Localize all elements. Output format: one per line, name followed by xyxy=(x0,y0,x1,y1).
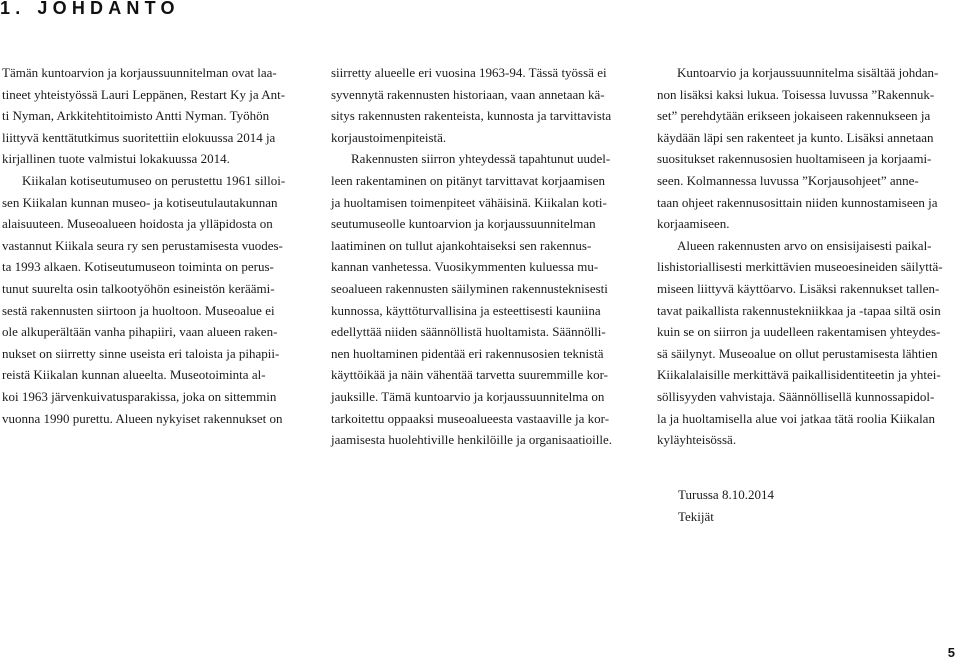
chapter-number: 1. xyxy=(0,0,26,18)
text-line: Alueen rakennusten arvo on ensisijaisesti paikal- xyxy=(677,237,932,253)
text-line: syvennytä rakennusten historiaan, vaan annetaan kä- xyxy=(331,86,605,102)
text-line: jauksille. Tämä kuntoarvio ja korjaussuunnitelma on xyxy=(331,388,605,404)
text-line: söllisyyden vahvistaja. Säännöllisellä kunnossapidol- xyxy=(657,388,935,404)
text-line: kirjallinen tuote valmistui lokakuussa 2014. xyxy=(2,151,230,167)
chapter-title: JOHDANTO xyxy=(37,0,180,18)
text-line: reistä Kiikalan kunnan alueelta. Museotoiminta al- xyxy=(2,367,266,383)
text-line: korjaustoimenpiteistä. xyxy=(331,129,447,145)
text-line: tavat paikallista rakennustekniikkaa ja -tapaa siltä osin xyxy=(657,302,941,318)
text-line: kuin se on siirron ja uudelleen rakentamisen yhteydes- xyxy=(657,324,941,340)
text-line: laatiminen on tullut ajankohtaiseksi sen rakennus- xyxy=(331,237,592,253)
text-line: vuonna 1990 purettu. Alueen nykyiset rakennukset on xyxy=(2,410,283,426)
text-column-3 xyxy=(657,62,957,451)
text-line: alaisuuteen. Museoalueen hoidosta ja ylläpidosta on xyxy=(2,216,273,232)
text-line: Kuntoarvio ja korjaussuunnitelma sisältää johdan- xyxy=(677,65,939,80)
text-line: kyläyhteisössä. xyxy=(657,432,737,448)
text-line: käydään läpi sen rakenteet ja kunto. Lisäksi annetaan xyxy=(657,129,934,145)
text-line: ja huoltamisen toimenpiteet vähäisinä. Kiikalan koti- xyxy=(331,194,607,210)
text-column-2 xyxy=(331,62,631,451)
text-line: tineet yhteistyössä Lauri Leppänen, Restart Ky ja Ant- xyxy=(2,86,286,102)
text-line: Kiikalalaisille merkittävä paikallisidentiteetin ja yhtei- xyxy=(657,367,941,383)
text-line: taan ohjeet rakennusosittain niiden kunnostamiseen ja xyxy=(657,194,938,210)
text-line: lishistoriallisesti merkittävien museoesineiden säilyttä- xyxy=(657,259,943,275)
text-line: sestä rakennusten siirtoon ja huoltoon. Museoalue ei xyxy=(2,302,275,318)
text-line: vastannut Kiikala seura ry sen perustamisesta vuodes- xyxy=(2,237,283,253)
signature-place-date: Turussa 8.10.2014 xyxy=(678,487,774,502)
text-line: miseen liittyvä käyttöarvo. Lisäksi rakennukset tallen- xyxy=(657,280,940,296)
text-line: non lisäksi kaksi lukua. Toisessa luvussa ”Rakennuk- xyxy=(657,86,935,102)
text-line: sen Kiikalan kunnan museo- ja kotiseutulautakunnan xyxy=(2,194,278,210)
text-line: seoalueen rakennusten säilyminen rakennusteknisesti xyxy=(331,280,608,296)
chapter-heading xyxy=(0,0,180,19)
signature-authors: Tekijät xyxy=(678,509,714,524)
text-line: käyttöikää ja näin vähentää tarvetta suuremmille kor- xyxy=(331,367,608,383)
page-number: 5 xyxy=(947,645,955,660)
text-column-1 xyxy=(2,62,302,429)
text-line: Tämän kuntoarvion ja korjaussuunnitelman ovat laa- xyxy=(2,65,277,80)
text-line: seen. Kolmannessa luvussa ”Korjausohjeet” anne- xyxy=(657,172,919,188)
text-line: leen rakentaminen on pitänyt tarvittavat korjaamisen xyxy=(331,172,605,188)
text-line: liittyvä kenttätutkimus suoritettiin elokuussa 2014 ja xyxy=(2,129,276,145)
text-line: tarkoitettu oppaaksi museoalueesta vastaaville ja kor- xyxy=(331,410,610,426)
text-line: sä säilynyt. Museoalue on ollut perustamisesta lähtien xyxy=(657,345,938,361)
text-line: edellyttää niiden säännöllistä huoltamista. Säännölli- xyxy=(331,324,606,340)
text-line: ta 1993 alkaen. Kotiseutumuseon toiminta on perus- xyxy=(2,259,274,275)
text-line: set” perehdytään erikseen jokaiseen rakennukseen ja xyxy=(657,108,931,124)
text-line: kunnossa, käyttöturvallisina ja esteettisesti kauniina xyxy=(331,302,601,318)
text-line: ti Nyman, Arkkitehtitoimisto Antti Nyman. Työhön xyxy=(2,108,270,124)
text-line: jaamisesta huolehtiville henkilöille ja organisaatioille. xyxy=(331,432,612,448)
text-line: suositukset rakennusosien huoltamiseen ja korjaami- xyxy=(657,151,932,167)
text-line: nen huoltaminen pidentää eri rakennusosien teknistä xyxy=(331,345,604,361)
signature-block xyxy=(678,484,774,528)
text-line: Rakennusten siirron yhteydessä tapahtunut uudel- xyxy=(351,151,611,167)
text-line: tunut suurelta osin talkootyöhön esineistön keräämi- xyxy=(2,280,275,296)
text-line: la ja huoltamisella alue voi jatkaa tätä roolia Kiikalan xyxy=(657,410,935,426)
text-line: sitys rakennusten rakenteista, kunnosta ja tarvittavista xyxy=(331,108,612,124)
text-line: korjaamiseen. xyxy=(657,216,730,232)
text-line: koi 1963 järvenkuivatusparakissa, joka on sittemmin xyxy=(2,388,277,404)
text-line: siirretty alueelle eri vuosina 1963-94. Tässä työssä ei xyxy=(331,65,607,80)
text-line: seutumuseolle kuntoarvion ja korjaussuunnitelman xyxy=(331,216,596,232)
text-line: nukset on siirretty sinne useista eri taloista ja pihapii- xyxy=(2,345,280,361)
text-line: kannan vanhetessa. Vuosikymmenten kuluessa mu- xyxy=(331,259,599,275)
text-line: Kiikalan kotiseutumuseo on perustettu 1961 silloi- xyxy=(22,172,286,188)
text-line: ole alkuperältään vanha pihapiiri, vaan alueen raken- xyxy=(2,324,278,340)
